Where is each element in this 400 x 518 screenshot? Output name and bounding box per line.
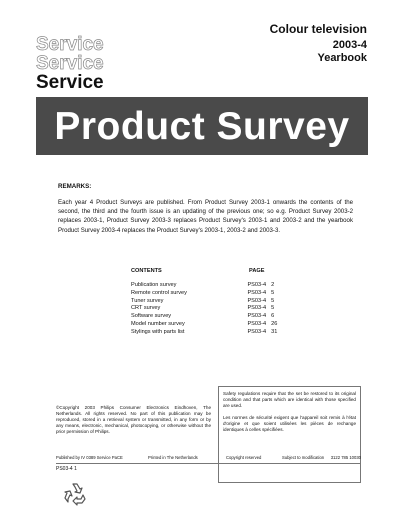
page-title: Product Survey (54, 105, 350, 148)
contents-page: 31 (271, 328, 278, 335)
footer-doc-code: 3122 785 10030 (330, 455, 361, 460)
contents-title: Tuner survey (131, 297, 164, 304)
service-logo-line-1: Service (36, 34, 104, 55)
contents-code: PS03-4 (247, 282, 267, 288)
contents-page: 5 (271, 289, 275, 296)
page-heading: PAGE (249, 268, 265, 274)
footer-line (56, 455, 361, 464)
safety-note-french: Les normes de sécurité exigent que l'appareil soit remis à l'état d'origine et que soient utilisées les pièces de rechange identiques à celles spécifiées. (223, 414, 356, 433)
contents-heading: CONTENTS (131, 268, 162, 274)
copyright-notice: ©Copyright 2003 Philips Consumer Electronics Eindhoven, The Netherlands. All rights reserved. No part of this publication may be reproduced, stored in a retrieval system or transmitted, in any form or by any means, electronic, mechanical, photocopying, or otherwise without the prior permission of Philips. (56, 405, 211, 435)
contents-code: PS03-4 (247, 328, 267, 335)
contents-header-row (131, 268, 281, 274)
document-subtitle: Yearbook (317, 52, 367, 64)
table-row (131, 290, 281, 298)
remarks-heading: REMARKS: (58, 183, 92, 190)
contents-page: 2 (271, 282, 275, 288)
remarks-text: Each year 4 Product Surveys are published. From Product Survey 2003-1 onwards the contents of the second, the third and the fourth issue is an updating of the previous one; so e.g. Product Survey 2003-2 replaces 2003-1, Product Survey 2003-3 replaces Product Survey's 2003-1 and 2003-2 and the yearbook Product Survey 2003-4 replaces the Product Survey's 2003-1, 2003-2 and 2003-3. (58, 199, 353, 234)
document-year: 2003-4 (332, 39, 367, 51)
footer-printed: Printed in The Netherlands (148, 455, 198, 460)
document-category: Colour television (269, 22, 367, 36)
table-row (131, 298, 281, 306)
recycle-icon (62, 480, 88, 506)
contents-code: PS03-4 (247, 313, 267, 320)
footer-published-by: Published by IV 0389 Service PaCE (56, 455, 123, 460)
footer-copyright: Copyright reserved (226, 455, 262, 460)
contents-page: 26 (271, 320, 278, 327)
table-row (131, 313, 281, 321)
safety-note-box (218, 386, 361, 483)
contents-page: 5 (271, 297, 275, 304)
table-row (131, 329, 281, 337)
table-row (131, 321, 281, 329)
contents-page: 6 (271, 313, 275, 320)
contents-title: Stylings with parts list (131, 328, 185, 335)
table-row (131, 282, 281, 290)
contents-title: Software survey (131, 313, 172, 320)
contents-code: PS03-4 (247, 297, 267, 304)
contents-code: PS03-4 (247, 289, 267, 296)
service-logo-line-2: Service (36, 53, 104, 74)
contents-code: PS03-4 (247, 320, 267, 327)
contents-table (131, 268, 281, 337)
contents-title: CRT survey (131, 305, 161, 312)
contents-title: Remote control survey (131, 289, 187, 296)
title-band (36, 97, 368, 155)
contents-title: Publication survey (131, 282, 177, 288)
table-row (131, 305, 281, 313)
contents-page: 5 (271, 305, 275, 312)
footer-subject: Subject to modification (282, 455, 325, 460)
issue-code: PS03-4 1 (56, 466, 77, 472)
safety-note-english: Safety regulations require that the set be restored to its original condition and that parts which are identical with those specified are used. (223, 391, 356, 409)
service-logo-line-3: Service (36, 72, 104, 93)
contents-code: PS03-4 (247, 305, 267, 312)
contents-title: Model number survey (131, 320, 185, 327)
